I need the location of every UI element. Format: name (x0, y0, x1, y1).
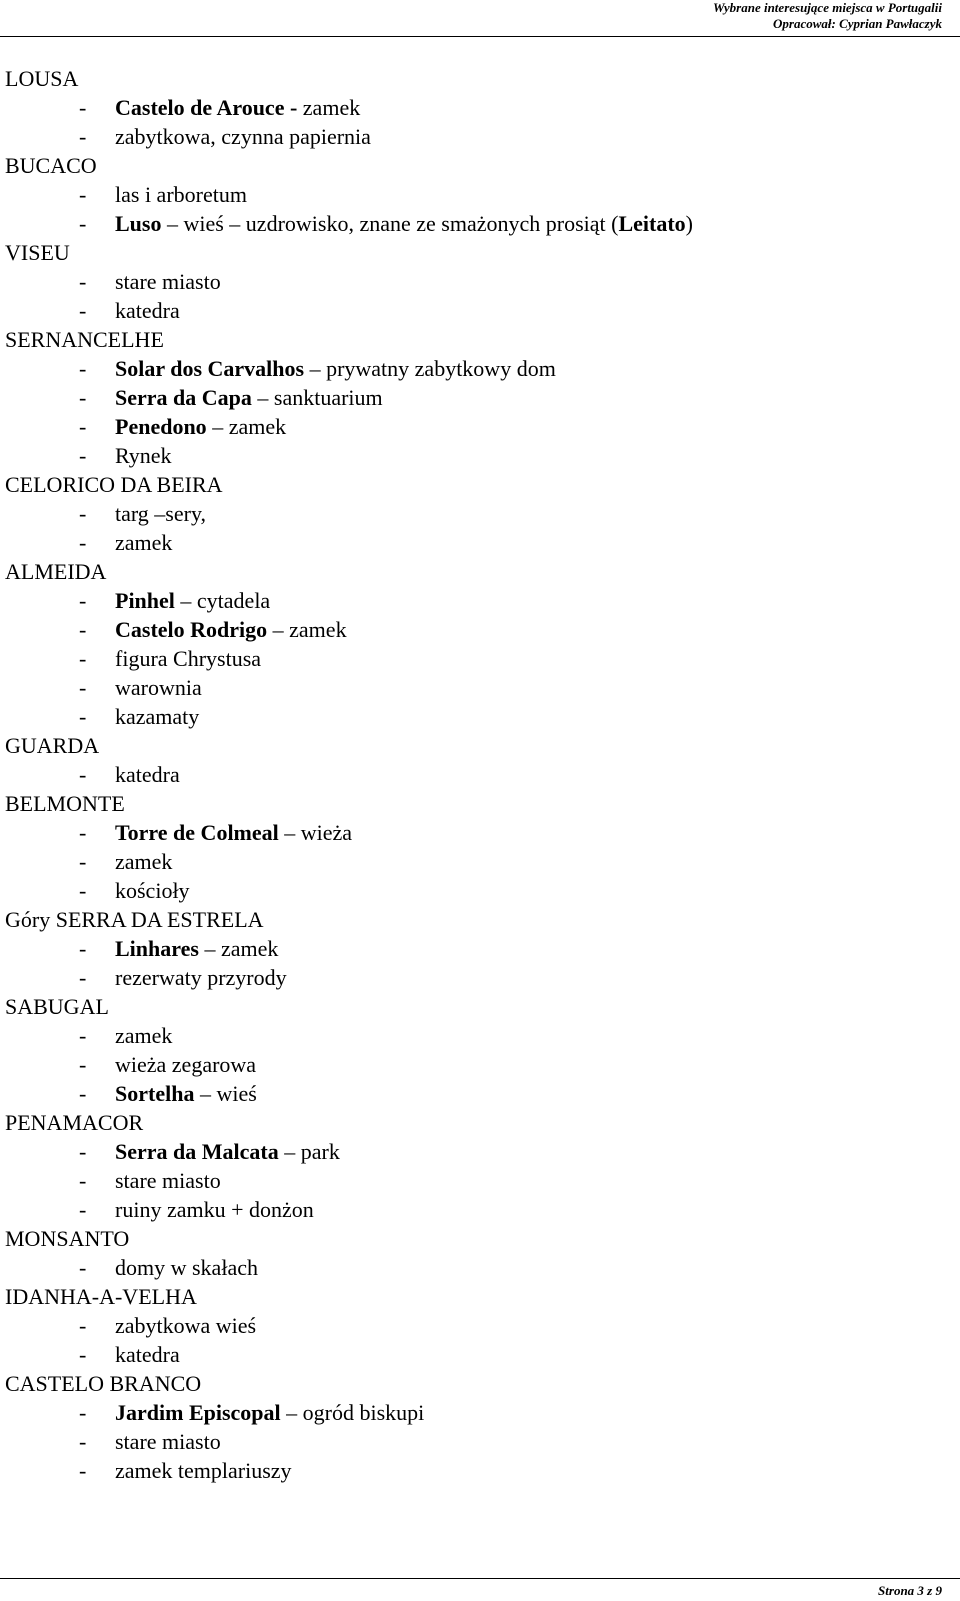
list-item (5, 180, 925, 209)
list-item (5, 267, 925, 296)
place-description: katedra (115, 298, 180, 323)
list-item (5, 1079, 925, 1108)
list-item-text (115, 180, 247, 209)
list-bullet: - (79, 385, 87, 410)
city-heading: SERNANCELHE (5, 327, 164, 352)
list-bullet: - (79, 849, 87, 874)
list-bullet: - (79, 1023, 87, 1048)
footer-divider (0, 1578, 960, 1579)
list-item (5, 412, 925, 441)
list-item (5, 1427, 925, 1456)
list-item (5, 876, 925, 905)
city-heading: PENAMACOR (5, 1110, 144, 1135)
list-item-text (115, 934, 278, 963)
place-description: kościoły (115, 878, 190, 903)
list-item (5, 1253, 925, 1282)
list-item-text (115, 93, 360, 122)
list-bullet: - (79, 443, 87, 468)
place-description: targ –sery, (115, 501, 207, 526)
list-bullet: - (79, 211, 87, 236)
list-bullet: - (79, 1255, 87, 1280)
place-name: Sortelha (115, 1081, 195, 1106)
place-description: stare miasto (115, 269, 221, 294)
place-description: – zamek (198, 936, 279, 961)
list-bullet: - (79, 878, 87, 903)
place-description: domy w skałach (115, 1255, 258, 1280)
place-description: – park (278, 1139, 340, 1164)
city-heading: VISEU (5, 240, 70, 265)
place-description: zabytkowa, czynna papiernia (115, 124, 371, 149)
place-description: wieża zegarowa (115, 1052, 257, 1077)
list-bullet: - (79, 704, 87, 729)
list-item (5, 1166, 925, 1195)
list-item-text (115, 876, 190, 905)
place-name: Penedono (115, 414, 207, 439)
page-header (713, 0, 942, 32)
list-bullet: - (79, 124, 87, 149)
place-description: zamek (115, 530, 173, 555)
list-item-text (115, 760, 180, 789)
place-description: – wieś (194, 1081, 257, 1106)
place-description: – wieża (278, 820, 353, 845)
place-name: Solar dos Carvalhos (115, 356, 305, 381)
list-item-text (115, 1079, 257, 1108)
list-item (5, 354, 925, 383)
list-item (5, 1195, 925, 1224)
place-description: – prywatny zabytkowy dom (304, 356, 556, 381)
list-item-text (115, 615, 347, 644)
list-item-text (115, 702, 199, 731)
list-bullet: - (79, 501, 87, 526)
city-heading: ALMEIDA (5, 559, 107, 584)
list-item-text (115, 296, 180, 325)
list-item (5, 528, 925, 557)
city-heading: CASTELO BRANCO (5, 1371, 202, 1396)
list-item-text (115, 818, 352, 847)
place-description-end: ) (685, 211, 693, 236)
list-bullet: - (79, 1197, 87, 1222)
list-bullet: - (79, 356, 87, 381)
list-item-text (115, 963, 287, 992)
list-bullet: - (79, 1139, 87, 1164)
list-item (5, 93, 925, 122)
place-name: Serra da Capa (115, 385, 252, 410)
place-description: katedra (115, 1342, 180, 1367)
list-item (5, 1340, 925, 1369)
place-description: – sanktuarium (251, 385, 383, 410)
list-item (5, 499, 925, 528)
list-item-text (115, 267, 221, 296)
dish-name: Leitato (618, 211, 686, 236)
list-bullet: - (79, 646, 87, 671)
list-item (5, 963, 925, 992)
list-bullet: - (79, 414, 87, 439)
place-name: Castelo Rodrigo (115, 617, 268, 642)
list-bullet: - (79, 617, 87, 642)
place-description: – zamek (206, 414, 287, 439)
list-item (5, 1050, 925, 1079)
list-item-text (115, 1195, 314, 1224)
list-item (5, 673, 925, 702)
list-item-text (115, 209, 693, 238)
list-bullet: - (79, 1081, 87, 1106)
list-bullet: - (79, 675, 87, 700)
list-item-text (115, 644, 261, 673)
list-item-text (115, 1166, 221, 1195)
place-name: Luso (115, 211, 162, 236)
list-bullet: - (79, 1429, 87, 1454)
place-description: – ogród biskupi (280, 1400, 425, 1425)
list-item (5, 644, 925, 673)
city-heading: CELORICO DA BEIRA (5, 472, 223, 497)
list-item (5, 441, 925, 470)
list-item (5, 760, 925, 789)
place-description: zamek (115, 1023, 173, 1048)
list-item (5, 296, 925, 325)
list-item-text (115, 847, 172, 876)
list-item-text (115, 528, 172, 557)
list-item-text (115, 412, 286, 441)
list-item-text (115, 586, 270, 615)
place-description: zamek templariuszy (115, 1458, 292, 1483)
place-description: katedra (115, 762, 180, 787)
place-description: zamek (297, 95, 361, 120)
list-item-text (115, 1311, 256, 1340)
place-description: stare miasto (115, 1429, 221, 1454)
list-item-text (115, 1050, 256, 1079)
list-item (5, 847, 925, 876)
place-description: stare miasto (115, 1168, 221, 1193)
list-bullet: - (79, 95, 87, 120)
list-item-text (115, 1398, 424, 1427)
list-bullet: - (79, 1313, 87, 1338)
list-item (5, 383, 925, 412)
city-heading: BUCACO (5, 153, 97, 178)
place-name: Linhares (115, 936, 199, 961)
place-name: Torre de Colmeal (115, 820, 279, 845)
list-bullet: - (79, 965, 87, 990)
list-item-text (115, 1253, 258, 1282)
header-divider (0, 36, 960, 37)
list-bullet: - (79, 182, 87, 207)
list-item (5, 1398, 925, 1427)
place-description: ruiny zamku + donżon (115, 1197, 314, 1222)
list-item-text (115, 1021, 172, 1050)
list-item (5, 1456, 925, 1485)
header-title: Wybrane interesujące miejsca w Portugalii (713, 0, 942, 15)
list-item-text (115, 1427, 221, 1456)
city-heading: BELMONTE (5, 791, 125, 816)
city-heading: GUARDA (5, 733, 100, 758)
list-bullet: - (79, 1458, 87, 1483)
list-bullet: - (79, 588, 87, 613)
list-item-text (115, 499, 206, 528)
list-bullet: - (79, 762, 87, 787)
city-heading: Góry SERRA DA ESTRELA (5, 907, 264, 932)
list-item (5, 615, 925, 644)
list-item-text (115, 1137, 340, 1166)
place-description: Rynek (115, 443, 172, 468)
place-name: Pinhel (115, 588, 175, 613)
list-bullet: - (79, 936, 87, 961)
place-name: Castelo de Arouce - (115, 95, 298, 120)
place-name: Jardim Episcopal (115, 1400, 281, 1425)
list-item-text (115, 383, 383, 412)
list-bullet: - (79, 1400, 87, 1425)
page-number: Strona 3 z 9 (878, 1583, 942, 1598)
list-item (5, 209, 925, 238)
list-item (5, 586, 925, 615)
list-item (5, 1021, 925, 1050)
list-item (5, 1137, 925, 1166)
list-item-text (115, 441, 172, 470)
list-item-text (115, 354, 556, 383)
list-item-text (115, 1456, 292, 1485)
list-item-text (115, 122, 371, 151)
city-heading: LOUSA (5, 66, 79, 91)
list-bullet: - (79, 820, 87, 845)
list-item-text (115, 1340, 180, 1369)
list-item-text (115, 673, 202, 702)
city-heading: SABUGAL (5, 994, 109, 1019)
place-description: – wieś – uzdrowisko, znane ze smażonych prosiąt ( (161, 211, 619, 236)
city-heading: IDANHA-A-VELHA (5, 1284, 197, 1309)
place-description: – zamek (267, 617, 347, 642)
list-bullet: - (79, 298, 87, 323)
list-item (5, 702, 925, 731)
list-bullet: - (79, 1168, 87, 1193)
place-description: figura Chrystusa (115, 646, 262, 671)
place-description: las i arboretum (115, 182, 247, 207)
place-description: warownia (115, 675, 202, 700)
list-bullet: - (79, 530, 87, 555)
list-item (5, 818, 925, 847)
list-bullet: - (79, 1342, 87, 1367)
header-author: Opracował: Cyprian Pawłaczyk (773, 16, 942, 31)
document-body (5, 64, 925, 1485)
place-description: kazamaty (115, 704, 200, 729)
place-description: zabytkowa wieś (115, 1313, 257, 1338)
place-description: rezerwaty przyrody (115, 965, 287, 990)
city-heading: MONSANTO (5, 1226, 130, 1251)
list-bullet: - (79, 1052, 87, 1077)
list-item (5, 934, 925, 963)
place-name: Serra da Malcata (115, 1139, 279, 1164)
place-description: – cytadela (174, 588, 271, 613)
list-bullet: - (79, 269, 87, 294)
list-item (5, 122, 925, 151)
place-description: zamek (115, 849, 173, 874)
list-item (5, 1311, 925, 1340)
